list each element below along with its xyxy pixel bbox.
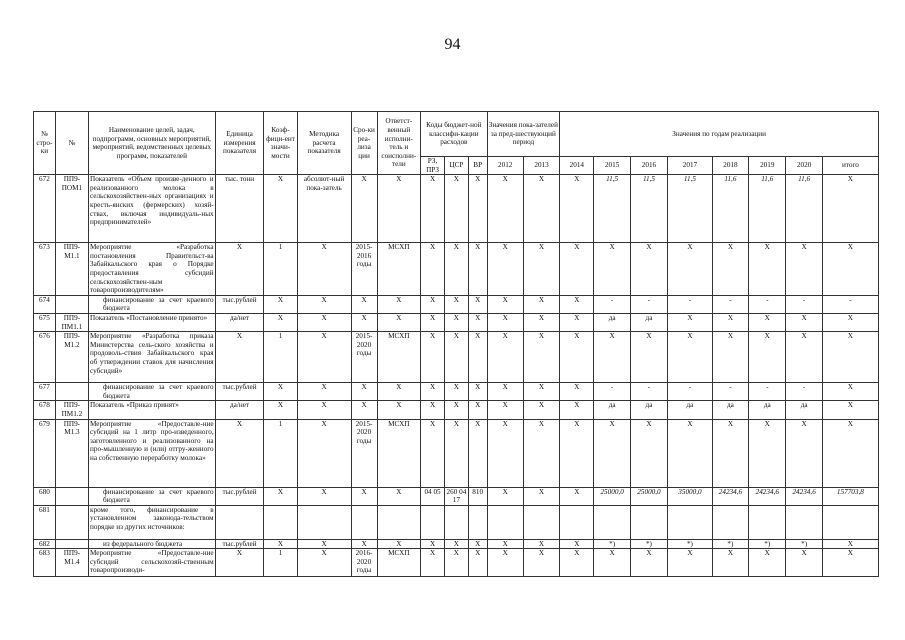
- cell-csr: Х: [444, 419, 468, 487]
- cell-y2014: Х: [560, 487, 594, 505]
- cell-csr: Х: [444, 313, 468, 331]
- cell-y2019: 24234,6: [749, 487, 786, 505]
- cell-y2016: 11,5: [630, 175, 667, 243]
- cell-no: [55, 539, 88, 549]
- cell-no: ПП9-ПОМ1: [55, 175, 88, 243]
- cell-y2015: да: [594, 401, 630, 419]
- cell-y2016: Х: [630, 243, 667, 296]
- cell-y2018: Х: [712, 313, 748, 331]
- cell-y2019: Х: [749, 332, 786, 383]
- cell-y2017: -: [668, 383, 713, 401]
- cell-y2015: [594, 505, 630, 539]
- cell-y2017: 35000,0: [668, 487, 713, 505]
- cell-y2013: Х: [523, 313, 559, 331]
- cell-y2013: Х: [523, 539, 559, 549]
- cell-y2015: Х: [594, 243, 630, 296]
- cell-method: Х: [297, 243, 351, 296]
- cell-y2018: да: [712, 401, 748, 419]
- cell-total: Х: [822, 539, 878, 549]
- cell-y2018: -: [712, 295, 748, 313]
- cell-name: финансирование за счет краевого бюджета: [89, 487, 216, 505]
- cell-coef: Х: [264, 383, 297, 401]
- cell-coef: Х: [264, 539, 297, 549]
- cell-y2020: [786, 505, 822, 539]
- cell-y2019: Х: [749, 419, 786, 487]
- cell-y2015: да: [594, 313, 630, 331]
- cell-y2013: Х: [523, 487, 559, 505]
- cell-coef: Х: [264, 295, 297, 313]
- cell-coef: Х: [264, 175, 297, 243]
- cell-y2020: *): [786, 539, 822, 549]
- header-2018: 2018: [712, 157, 748, 175]
- cell-y2014: [560, 505, 594, 539]
- cell-y2018: [712, 505, 748, 539]
- cell-csr: Х: [444, 295, 468, 313]
- cell-resp: МСХП: [377, 419, 421, 487]
- table-row: [34, 243, 879, 296]
- cell-y2014: Х: [560, 313, 594, 331]
- cell-method: Х: [297, 332, 351, 383]
- cell-name: финансирование за счет краевого бюджета: [89, 383, 216, 401]
- cell-y2012: Х: [487, 549, 523, 577]
- cell-csr: Х: [444, 539, 468, 549]
- cell-y2012: Х: [487, 332, 523, 383]
- cell-unit: Х: [215, 549, 264, 577]
- cell-terms: 2015-2020 годы: [351, 332, 377, 383]
- header-unit: Единица измерения показателя: [215, 112, 264, 175]
- cell-y2012: Х: [487, 175, 523, 243]
- cell-y2012: Х: [487, 401, 523, 419]
- table-row: [34, 549, 879, 577]
- cell-terms: 2015-2016 годы: [351, 243, 377, 296]
- header-2012: 2012: [487, 157, 523, 175]
- header-2014: 2014: [560, 157, 594, 175]
- cell-coef: 1: [264, 332, 297, 383]
- cell-row: 681: [34, 505, 56, 539]
- cell-csr: Х: [444, 383, 468, 401]
- cell-y2019: Х: [749, 313, 786, 331]
- cell-resp: МСХП: [377, 332, 421, 383]
- header-2020: 2020: [786, 157, 822, 175]
- cell-y2017: Х: [668, 313, 713, 331]
- cell-y2020: 11,6: [786, 175, 822, 243]
- header-budget-codes: Коды бюджет-ной классифи-кации расходов: [421, 112, 487, 157]
- cell-name: Мероприятие «Разработка постановления Правительст-ва Забайкальского края о Порядке предоставления субсидий сельскохозяйствен-ным товаропроизводителям»: [90, 243, 214, 295]
- cell-rz: Х: [421, 539, 445, 549]
- cell-total: Х: [822, 419, 878, 487]
- cell-y2019: -: [749, 295, 786, 313]
- header-method: Методика расчета показателя: [297, 112, 351, 175]
- cell-rz: Х: [421, 401, 445, 419]
- cell-y2019: *): [749, 539, 786, 549]
- cell-rz: Х: [421, 295, 445, 313]
- cell-y2013: Х: [523, 332, 559, 383]
- cell-y2020: -: [786, 295, 822, 313]
- cell-y2020: Х: [786, 419, 822, 487]
- cell-y2020: 24234,6: [786, 487, 822, 505]
- cell-rz: Х: [421, 243, 445, 296]
- cell-y2016: да: [630, 401, 667, 419]
- cell-y2014: Х: [560, 419, 594, 487]
- table-row: [34, 295, 879, 313]
- cell-y2012: Х: [487, 295, 523, 313]
- cell-y2012: Х: [487, 487, 523, 505]
- cell-total: Х: [822, 243, 878, 296]
- cell-y2013: Х: [523, 419, 559, 487]
- cell-name: Показатель «Объем произве-денного и реализованного молока в сельскохозяйствен-ных организациях и кресть-янских (фермерских) хозяй-ствах, включая индивидуаль-ных предпринимателей»: [89, 175, 216, 243]
- cell-vr: Х: [468, 243, 487, 296]
- cell-resp: МСХП: [377, 243, 421, 296]
- cell-unit: [215, 505, 264, 539]
- cell-method: Х: [297, 383, 351, 401]
- cell-y2015: Х: [594, 419, 630, 487]
- cell-y2012: Х: [487, 243, 523, 296]
- cell-name: Мероприятие «Предоставле-ние субсидий на 1 литр про-изведенного, заготовленного и реализованного на про-мышленную и (или) отгру-женного на собственную переработку молока»: [89, 419, 216, 487]
- cell-unit: Х: [215, 332, 264, 383]
- cell-no: [55, 295, 88, 313]
- table-row: [34, 383, 879, 401]
- header-2016: 2016: [630, 157, 667, 175]
- cell-y2017: [668, 505, 713, 539]
- cell-y2012: Х: [487, 383, 523, 401]
- cell-method: [297, 505, 351, 539]
- cell-y2018: *): [712, 539, 748, 549]
- cell-no: ПП9-ПМ1.1: [55, 313, 88, 331]
- cell-coef: Х: [264, 313, 297, 331]
- table-row: [34, 419, 879, 487]
- cell-resp: Х: [377, 295, 421, 313]
- cell-y2016: Х: [630, 332, 667, 383]
- header-resp: Ответст-венный исполни-тель и соисполни-тели: [377, 112, 421, 175]
- cell-csr: Х: [444, 401, 468, 419]
- cell-name: Показатель «Приказ принят»: [89, 401, 216, 419]
- cell-method: Х: [297, 313, 351, 331]
- cell-csr: 260 04 17: [444, 487, 468, 505]
- header-name: Наименование целей, задач, подпрограмм, основных мероприятий, мероприятий, ведомственных целевых программ, показателей: [89, 112, 216, 175]
- cell-terms: 2016-2020 годы: [351, 549, 377, 577]
- cell-coef: [264, 505, 297, 539]
- cell-resp: Х: [377, 401, 421, 419]
- cell-resp: Х: [377, 539, 421, 549]
- cell-unit: да/нет: [215, 313, 264, 331]
- cell-y2014: Х: [560, 243, 594, 296]
- cell-terms: Х: [351, 383, 377, 401]
- header-2019: 2019: [749, 157, 786, 175]
- cell-y2020: да: [786, 401, 822, 419]
- cell-rz: 04 05: [421, 487, 445, 505]
- cell-rz: Х: [421, 383, 445, 401]
- cell-total: -: [822, 295, 878, 313]
- cell-csr: Х: [444, 175, 468, 243]
- cell-name: Мероприятие «Предоставле-ние субсидий сельскохозяй-ственным товаропроизводи-: [89, 549, 216, 577]
- cell-rz: Х: [421, 332, 445, 383]
- table-row: [34, 401, 879, 419]
- cell-method: Х: [297, 401, 351, 419]
- cell-y2017: Х: [668, 243, 713, 296]
- cell-method: Х: [297, 295, 351, 313]
- cell-unit: тыс.рублей: [215, 487, 264, 505]
- page-number: 94: [444, 36, 461, 53]
- cell-csr: [444, 505, 468, 539]
- cell-method: Х: [297, 487, 351, 505]
- cell-rz: Х: [421, 549, 445, 577]
- cell-y2018: 24234,6: [712, 487, 748, 505]
- cell-no: [55, 487, 88, 505]
- cell-y2019: Х: [749, 549, 786, 577]
- cell-rz: Х: [421, 175, 445, 243]
- cell-no: [55, 383, 88, 401]
- cell-y2018: Х: [712, 549, 748, 577]
- cell-row: 682: [34, 539, 56, 549]
- cell-y2014: Х: [560, 539, 594, 549]
- cell-rz: Х: [421, 313, 445, 331]
- cell-resp: МСХП: [377, 549, 421, 577]
- cell-y2014: Х: [560, 175, 594, 243]
- cell-no: ПП9-М1.4: [55, 549, 88, 577]
- cell-y2017: Х: [668, 549, 713, 577]
- cell-row: 679: [34, 419, 56, 487]
- header-coef: Коэф-фици-ент значи-мости: [264, 112, 297, 175]
- cell-y2014: Х: [560, 383, 594, 401]
- header-2013: 2013: [523, 157, 559, 175]
- cell-y2016: Х: [630, 419, 667, 487]
- cell-y2017: Х: [668, 419, 713, 487]
- cell-vr: Х: [468, 549, 487, 577]
- program-table: [33, 111, 879, 577]
- cell-y2016: -: [630, 383, 667, 401]
- table-row: [34, 539, 879, 549]
- cell-y2015: Х: [594, 549, 630, 577]
- header-no: №: [55, 112, 88, 175]
- cell-vr: 810: [468, 487, 487, 505]
- table-body: [34, 175, 879, 577]
- cell-y2012: Х: [487, 313, 523, 331]
- cell-terms: [351, 505, 377, 539]
- cell-y2016: [630, 505, 667, 539]
- cell-vr: Х: [468, 401, 487, 419]
- cell-coef: 1: [264, 549, 297, 577]
- cell-y2015: *): [594, 539, 630, 549]
- cell-y2013: Х: [523, 549, 559, 577]
- cell-y2017: да: [668, 401, 713, 419]
- cell-y2013: Х: [523, 243, 559, 296]
- cell-y2020: Х: [786, 332, 822, 383]
- cell-row: 676: [34, 332, 56, 383]
- cell-y2019: да: [749, 401, 786, 419]
- cell-y2013: [523, 505, 559, 539]
- cell-y2016: Х: [630, 549, 667, 577]
- cell-total: Х: [822, 175, 878, 243]
- cell-y2014: Х: [560, 549, 594, 577]
- cell-y2016: -: [630, 295, 667, 313]
- cell-terms: Х: [351, 539, 377, 549]
- cell-y2014: Х: [560, 295, 594, 313]
- cell-rz: Х: [421, 419, 445, 487]
- table-row: [34, 505, 879, 539]
- cell-row: 678: [34, 401, 56, 419]
- cell-y2013: Х: [523, 295, 559, 313]
- cell-name: кроме того, финансирование в установленном законода-тельством порядке из других источников:: [89, 505, 216, 539]
- cell-y2013: Х: [523, 401, 559, 419]
- cell-name: из федерального бюджета: [89, 539, 216, 549]
- cell-y2019: Х: [749, 243, 786, 296]
- cell-y2019: [749, 505, 786, 539]
- cell-no: ПП9-ПМ1.2: [55, 401, 88, 419]
- cell-no: ПП9-М1.1: [55, 243, 88, 296]
- cell-row: 677: [34, 383, 56, 401]
- cell-y2017: Х: [668, 332, 713, 383]
- cell-csr: Х: [444, 549, 468, 577]
- cell-y2013: Х: [523, 383, 559, 401]
- cell-total: Х: [822, 332, 878, 383]
- cell-y2020: Х: [786, 549, 822, 577]
- cell-total: 157703,8: [822, 487, 878, 505]
- cell-terms: Х: [351, 175, 377, 243]
- cell-y2020: Х: [786, 313, 822, 331]
- cell-no: ПП9-М1.3: [55, 419, 88, 487]
- cell-y2017: 11,5: [668, 175, 713, 243]
- cell-terms: 2015-2020 годы: [351, 419, 377, 487]
- cell-y2016: *): [630, 539, 667, 549]
- cell-y2017: -: [668, 295, 713, 313]
- cell-vr: Х: [468, 313, 487, 331]
- cell-y2018: Х: [712, 419, 748, 487]
- header-2017: 2017: [668, 157, 713, 175]
- cell-vr: Х: [468, 539, 487, 549]
- cell-unit: тыс. тонн: [215, 175, 264, 243]
- cell-y2013: Х: [523, 175, 559, 243]
- cell-method: Х: [297, 549, 351, 577]
- cell-method: Х: [297, 419, 351, 487]
- cell-rz: [421, 505, 445, 539]
- cell-total: Х: [822, 401, 878, 419]
- cell-total: Х: [822, 549, 878, 577]
- cell-y2018: 11,6: [712, 175, 748, 243]
- cell-y2014: Х: [560, 401, 594, 419]
- cell-name: финансирование за счет краевого бюджета: [89, 295, 216, 313]
- cell-y2018: -: [712, 383, 748, 401]
- cell-coef: 1: [264, 243, 297, 296]
- cell-y2014: Х: [560, 332, 594, 383]
- cell-no: [55, 505, 88, 539]
- header-total: итого: [822, 157, 878, 175]
- cell-y2015: 25000,0: [594, 487, 630, 505]
- cell-coef: 1: [264, 419, 297, 487]
- cell-total: Х: [822, 383, 878, 401]
- cell-csr: Х: [444, 332, 468, 383]
- cell-y2015: Х: [594, 332, 630, 383]
- cell-y2012: [487, 505, 523, 539]
- cell-y2015: -: [594, 383, 630, 401]
- cell-y2018: Х: [712, 243, 748, 296]
- header-year-values: Значения по годам реализации: [560, 112, 879, 157]
- cell-vr: Х: [468, 175, 487, 243]
- cell-y2012: Х: [487, 539, 523, 549]
- cell-vr: Х: [468, 383, 487, 401]
- cell-no: ПП9-М1.2: [55, 332, 88, 383]
- cell-row: 674: [34, 295, 56, 313]
- cell-name: Мероприятие «Разработка приказа Министерства сель-ского хозяйства и продоволь-ствия Забайкальского края об утверждении ставок для начисления субсидий»: [89, 332, 216, 383]
- cell-vr: Х: [468, 419, 487, 487]
- header-vr: ВР: [468, 157, 487, 175]
- cell-y2019: -: [749, 383, 786, 401]
- cell-unit: да/нет: [215, 401, 264, 419]
- cell-vr: Х: [468, 332, 487, 383]
- cell-csr: Х: [444, 243, 468, 296]
- cell-method: Х: [297, 539, 351, 549]
- cell-vr: Х: [468, 295, 487, 313]
- table-row: [34, 175, 879, 243]
- cell-row: 680: [34, 487, 56, 505]
- cell-unit: тыс.рублей: [215, 383, 264, 401]
- cell-method: абсолют-ный пока-затель: [297, 175, 351, 243]
- table-row: [34, 332, 879, 383]
- cell-unit: Х: [215, 419, 264, 487]
- cell-y2015: -: [594, 295, 630, 313]
- cell-unit: тыс.рублей: [215, 295, 264, 313]
- cell-resp: Х: [377, 313, 421, 331]
- cell-resp: [377, 505, 421, 539]
- cell-y2020: Х: [786, 243, 822, 296]
- table-row: [34, 487, 879, 505]
- cell-y2015: 11,5: [594, 175, 630, 243]
- cell-y2019: 11,6: [749, 175, 786, 243]
- cell-terms: Х: [351, 401, 377, 419]
- cell-y2016: 25000,0: [630, 487, 667, 505]
- cell-row: 675: [34, 313, 56, 331]
- header-prev-values: Значения пока-зателей за пред-шествующий период: [487, 112, 560, 157]
- cell-terms: Х: [351, 313, 377, 331]
- table-header: [34, 112, 879, 175]
- cell-vr: [468, 505, 487, 539]
- header-row-no: № стро-ки: [34, 112, 56, 175]
- cell-terms: Х: [351, 295, 377, 313]
- table-row: [34, 313, 879, 331]
- cell-unit: тыс.рублей: [215, 539, 264, 549]
- cell-row: 673: [34, 243, 56, 296]
- cell-y2016: да: [630, 313, 667, 331]
- cell-coef: Х: [264, 401, 297, 419]
- cell-row: 683: [34, 549, 56, 577]
- cell-y2012: Х: [487, 419, 523, 487]
- cell-terms: Х: [351, 487, 377, 505]
- header-rz: РЗ, ПРЗ: [421, 157, 445, 175]
- header-2015: 2015: [594, 157, 630, 175]
- cell-total: Х: [822, 313, 878, 331]
- cell-unit: Х: [215, 243, 264, 296]
- cell-total: [822, 505, 878, 539]
- cell-name: Показатель «Постановление принято»: [89, 313, 216, 331]
- cell-y2018: Х: [712, 332, 748, 383]
- cell-row: 672: [34, 175, 56, 243]
- header-terms: Сро-ки реа-лиза ции: [351, 112, 377, 175]
- cell-y2017: *): [668, 539, 713, 549]
- cell-resp: Х: [377, 487, 421, 505]
- cell-resp: Х: [377, 175, 421, 243]
- header-csr: ЦСР: [444, 157, 468, 175]
- cell-coef: Х: [264, 487, 297, 505]
- cell-resp: Х: [377, 383, 421, 401]
- cell-y2020: -: [786, 383, 822, 401]
